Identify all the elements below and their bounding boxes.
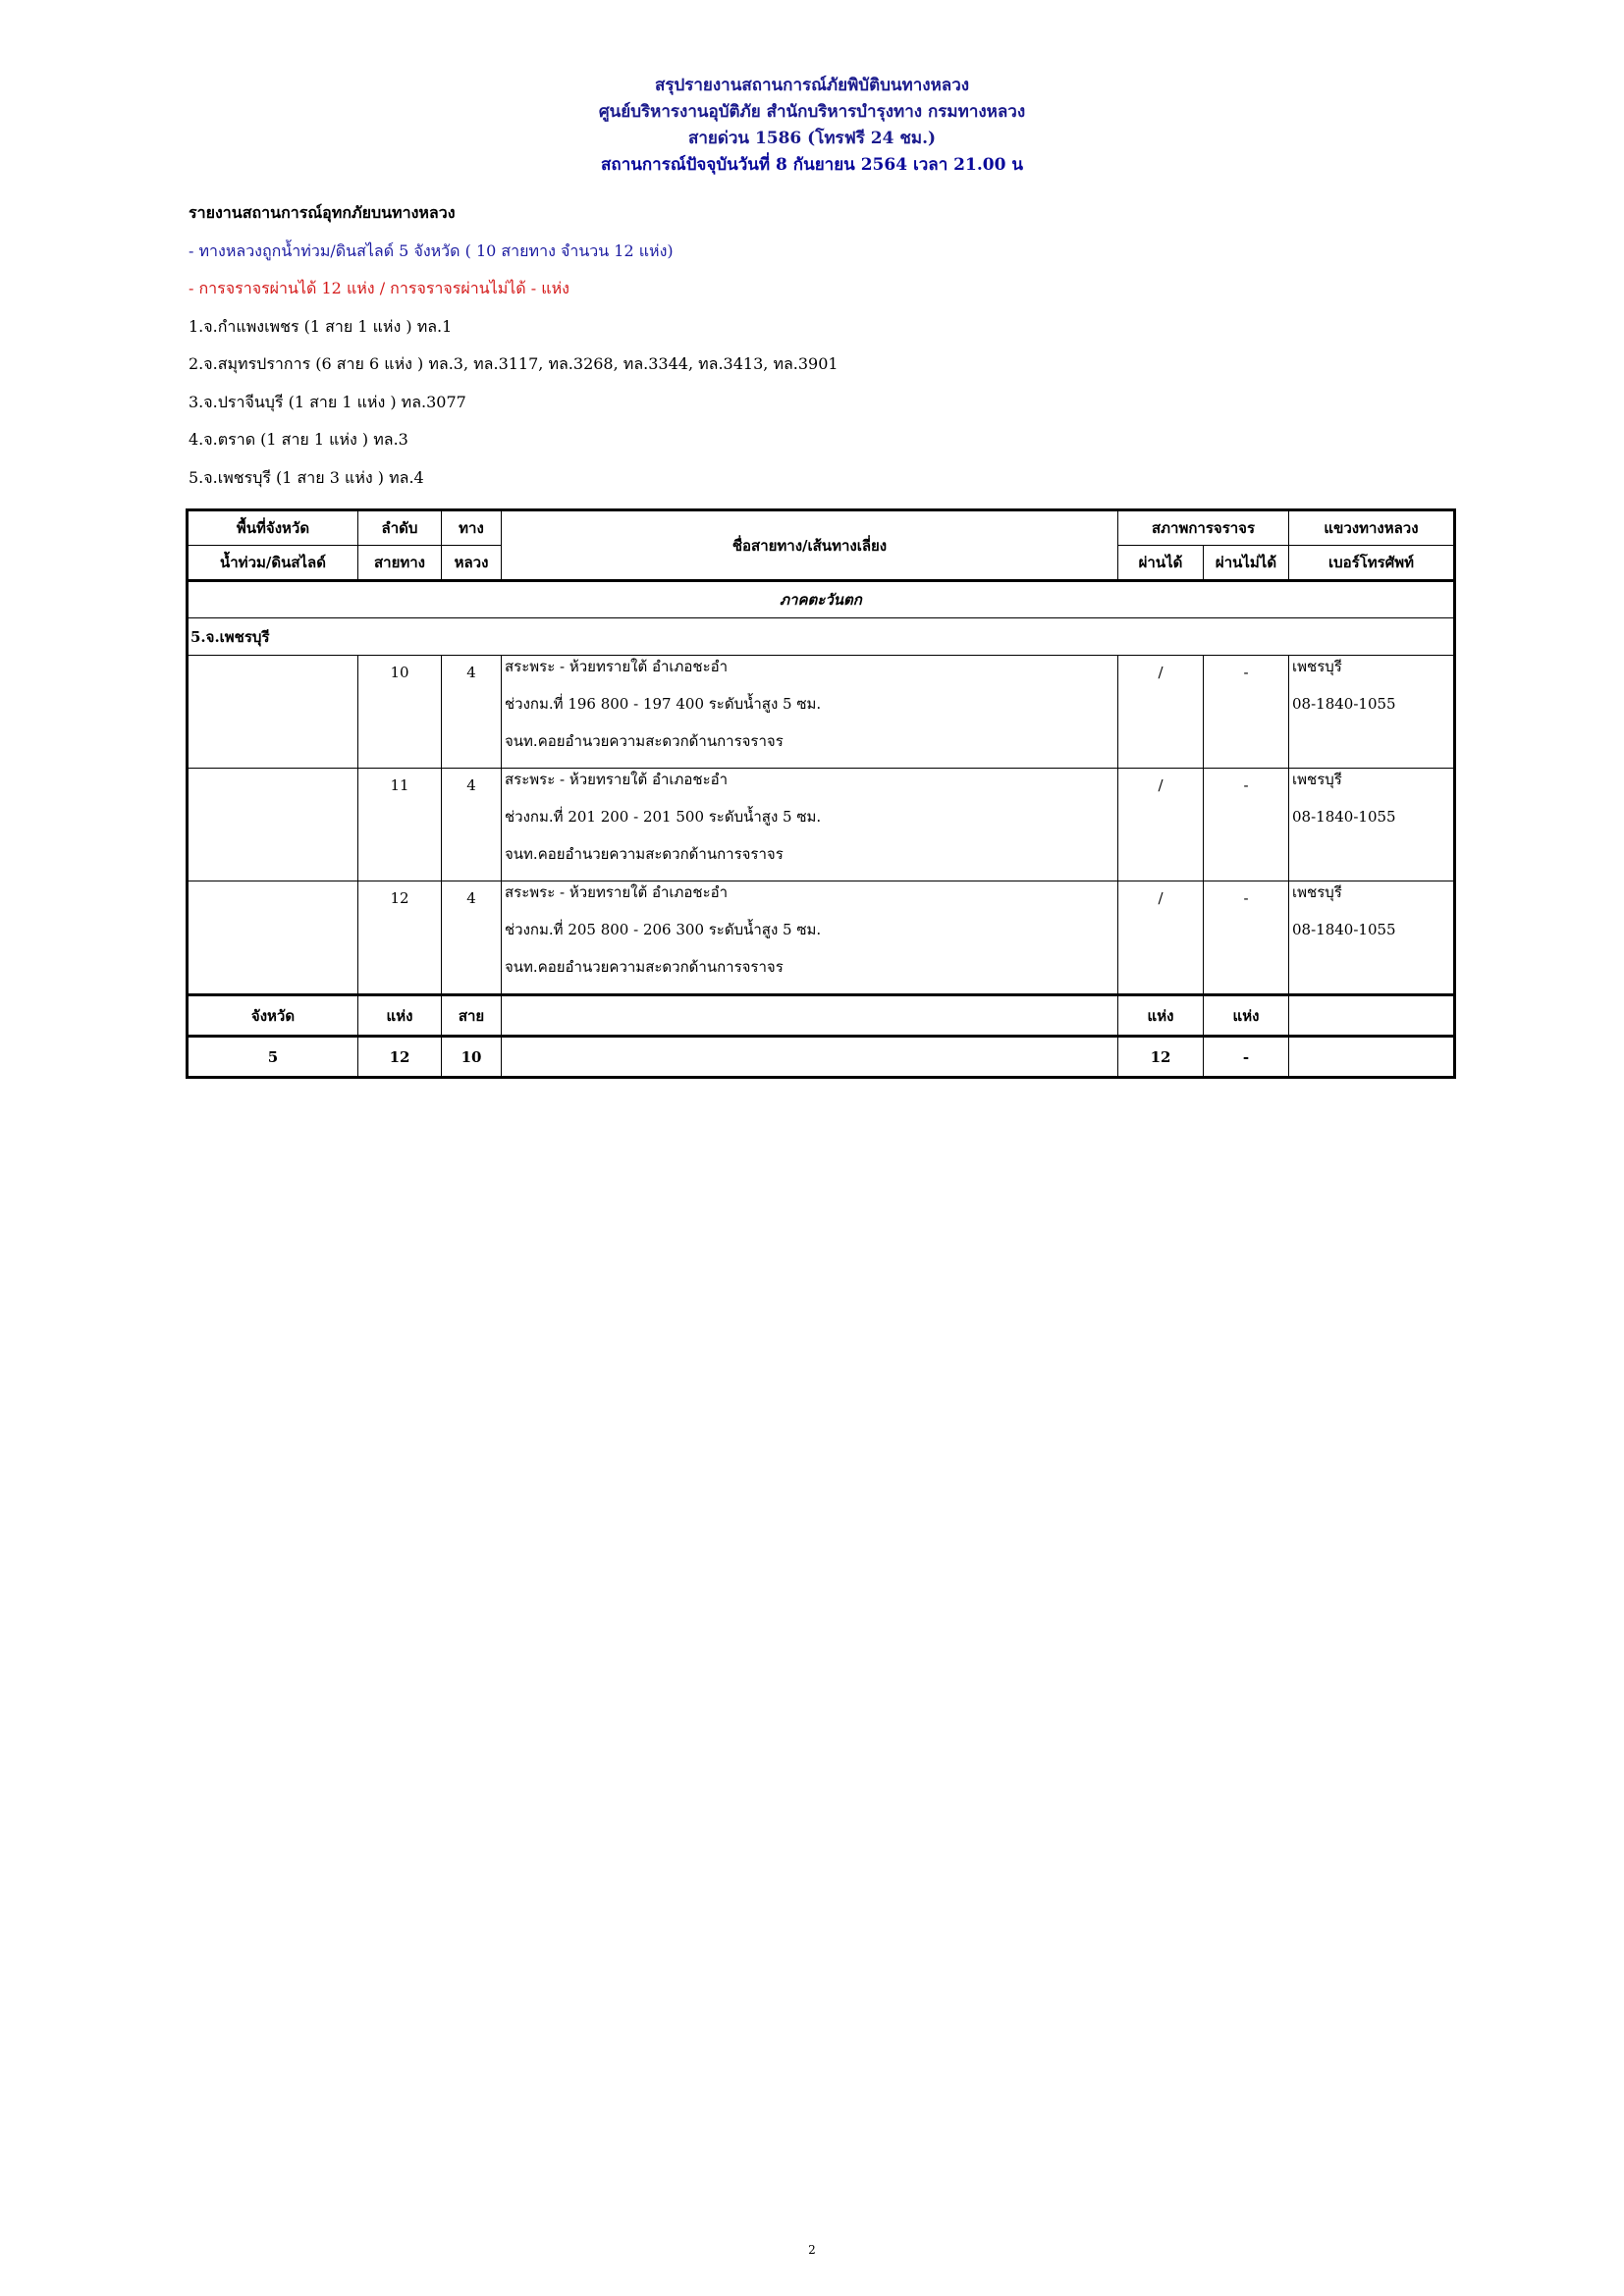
summary-flood: - ทางหลวงถูกน้ำท่วม/ดินสไลด์ 5 จังหวัด ( 10 สายทาง จำนวน 12 แห่ง) [189, 240, 674, 260]
report-date: สถานการณ์ปัจจุบันวันที่ 8 กันยายน 2564 เวลา 21.00 น [601, 155, 1023, 175]
report-header [0, 73, 1624, 179]
col-hwy-header-2: หลวง [442, 546, 502, 581]
pass-cell: / [1118, 656, 1204, 769]
col-status-header: สภาพการจราจร [1118, 510, 1289, 546]
col-hwy-header-1: ทาง [442, 510, 502, 546]
province-item: 3.จ.ปราจีนบุรี (1 สาย 1 แห่ง ) ทล.3077 [189, 392, 466, 411]
route-name: สระพระ - ห้วยทรายใต้ อำเภอชะอำ [505, 771, 729, 788]
office-phone: 08-1840-1055 [1292, 695, 1396, 713]
summary-routes-value: 10 [442, 1037, 502, 1078]
intro-title: รายงานสถานการณ์อุทกภัยบนทางหลวง [189, 203, 456, 222]
col-area-header-1: พื้นที่จังหวัด [188, 510, 358, 546]
report-title: สรุปรายงานสถานการณ์ภัยพิบัติบนทางหลวง [654, 76, 970, 95]
nopass-cell: - [1204, 656, 1289, 769]
hwy-cell: 4 [442, 769, 502, 881]
col-office-header-2: เบอร์โทรศัพท์ [1289, 546, 1455, 581]
summary-pass-value: 12 [1118, 1037, 1204, 1078]
hwy-cell: 4 [442, 656, 502, 769]
hotline: สายด่วน 1586 (โทรฟรี 24 ชม.) [687, 129, 937, 148]
summary-nopass-value: - [1204, 1037, 1289, 1078]
office-phone: 08-1840-1055 [1292, 921, 1396, 938]
nopass-cell: - [1204, 881, 1289, 995]
hwy-cell: 4 [442, 881, 502, 995]
page-number: 2 [808, 2243, 816, 2257]
summary-value-row [188, 1037, 1455, 1078]
flood-report-table [186, 508, 1456, 1079]
summary-label-row [188, 995, 1455, 1037]
route-name: สระพระ - ห้วยทรายใต้ อำเภอชะอำ [505, 883, 729, 901]
route-km: ช่วงกม.ที่ 196 800 - 197 400 ระดับน้ำสูง 5 ซม. [505, 695, 822, 713]
col-route-header: ชื่อสายทาง/เส้นทางเลี่ยง [502, 510, 1118, 581]
table-row [188, 769, 1455, 881]
route-note: จนท.คอยอำนวยความสะดวกด้านการจราจร [505, 732, 784, 750]
province-label: 5.จ.เพชรบุรี [188, 618, 1455, 656]
region-label: ภาคตะวันตก [188, 581, 1455, 618]
summary-pass-label: แห่ง [1118, 995, 1204, 1037]
region-row [188, 581, 1455, 618]
pass-cell: / [1118, 769, 1204, 881]
office-cell [1289, 881, 1455, 995]
route-note: จนท.คอยอำนวยความสะดวกด้านการจราจร [505, 845, 784, 863]
col-area-header-2: น้ำท่วม/ดินสไลด์ [188, 546, 358, 581]
table-row [188, 656, 1455, 769]
province-item: 2.จ.สมุทรปราการ (6 สาย 6 แห่ง ) ทล.3, ทล.3117, ทล.3268, ทล.3344, ทล.3413, ทล.3901 [189, 354, 839, 373]
summary-nopass-label: แห่ง [1204, 995, 1289, 1037]
col-pass-header: ผ่านได้ [1118, 546, 1204, 581]
summary-places-value: 12 [358, 1037, 442, 1078]
seq-cell: 11 [358, 769, 442, 881]
route-cell [502, 656, 1118, 769]
office-name: เพชรบุรี [1292, 658, 1342, 675]
summary-traffic: - การจราจรผ่านได้ 12 แห่ง / การจราจรผ่านไม่ได้ - แห่ง [189, 279, 569, 297]
route-km: ช่วงกม.ที่ 201 200 - 201 500 ระดับน้ำสูง 5 ซม. [505, 808, 822, 826]
col-nopass-header: ผ่านไม่ได้ [1204, 546, 1289, 581]
office-cell [1289, 769, 1455, 881]
intro-section [189, 198, 839, 501]
header-row-1 [188, 510, 1455, 546]
col-office-header-1: แขวงทางหลวง [1289, 510, 1455, 546]
summary-province-value: 5 [188, 1037, 358, 1078]
province-item: 5.จ.เพชรบุรี (1 สาย 3 แห่ง ) ทล.4 [189, 467, 424, 487]
summary-routes-label: สาย [442, 995, 502, 1037]
route-cell [502, 769, 1118, 881]
office-cell [1289, 656, 1455, 769]
seq-cell: 10 [358, 656, 442, 769]
province-item: 1.จ.กำแพงเพชร (1 สาย 1 แห่ง ) ทล.1 [189, 316, 453, 336]
summary-province-label: จังหวัด [188, 995, 358, 1037]
route-note: จนท.คอยอำนวยความสะดวกด้านการจราจร [505, 958, 784, 976]
summary-places-label: แห่ง [358, 995, 442, 1037]
seq-cell: 12 [358, 881, 442, 995]
pass-cell: / [1118, 881, 1204, 995]
report-subtitle: ศูนย์บริหารงานอุบัติภัย สำนักบริหารบำรุงทาง กรมทางหลวง [598, 102, 1026, 122]
route-name: สระพระ - ห้วยทรายใต้ อำเภอชะอำ [505, 658, 729, 675]
province-item: 4.จ.ตราด (1 สาย 1 แห่ง ) ทล.3 [189, 430, 408, 449]
office-name: เพชรบุรี [1292, 883, 1342, 901]
col-seq-header-2: สายทาง [358, 546, 442, 581]
col-seq-header-1: ลำดับ [358, 510, 442, 546]
nopass-cell: - [1204, 769, 1289, 881]
table-row [188, 881, 1455, 995]
province-row [188, 618, 1455, 656]
office-name: เพชรบุรี [1292, 771, 1342, 788]
route-km: ช่วงกม.ที่ 205 800 - 206 300 ระดับน้ำสูง 5 ซม. [505, 921, 822, 938]
office-phone: 08-1840-1055 [1292, 808, 1396, 826]
route-cell [502, 881, 1118, 995]
